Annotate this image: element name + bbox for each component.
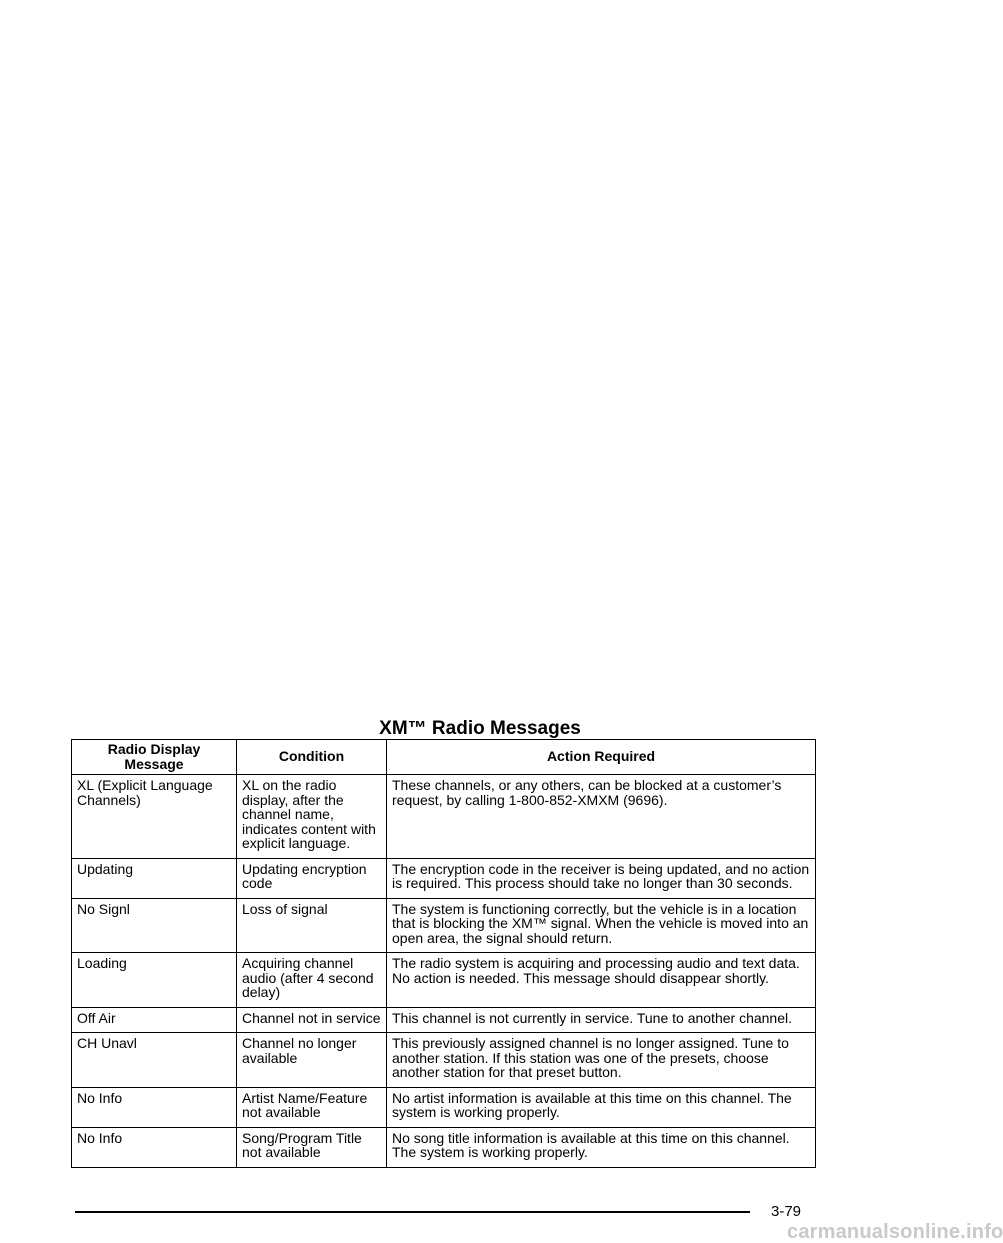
- cell-action: The encryption code in the receiver is being updated, and no action is required. This process should take no longer than 30 seconds.: [387, 858, 816, 898]
- cell-action: This previously assigned channel is no longer assigned. Tune to another station. If this station was one of the presets, choose another station for that preset button.: [387, 1033, 816, 1088]
- cell-action: The system is functioning correctly, but the vehicle is in a location that is blocking the XM™ signal. When the vehicle is moved into an open area, the signal should return.: [387, 898, 816, 953]
- cell-action: No artist information is available at this time on this channel. The system is working properly.: [387, 1087, 816, 1127]
- page-number: 3-79: [771, 1203, 802, 1220]
- footer-rule: [75, 1211, 750, 1213]
- cell-action: The radio system is acquiring and processing audio and text data. No action is needed. This message should disappear shortly.: [387, 953, 816, 1008]
- table-row: [72, 1033, 816, 1088]
- cell-action: These channels, or any others, can be blocked at a customer’s request, by calling 1-800-852-XMXM (9696).: [387, 775, 816, 859]
- cell-message: No Info: [72, 1087, 237, 1127]
- header-action-required: Action Required: [387, 740, 816, 775]
- cell-condition: Artist Name/Feature not available: [237, 1087, 387, 1127]
- cell-action: No song title information is available at this time on this channel. The system is working properly.: [387, 1127, 816, 1167]
- cell-condition: Acquiring channel audio (after 4 second delay): [237, 953, 387, 1008]
- cell-message: CH Unavl: [72, 1033, 237, 1088]
- table-row: [72, 775, 816, 859]
- header-condition: Condition: [237, 740, 387, 775]
- table-row: [72, 953, 816, 1008]
- page-title: XM™ Radio Messages: [379, 718, 581, 739]
- cell-condition: Channel no longer available: [237, 1033, 387, 1088]
- cell-condition: Channel not in service: [237, 1007, 387, 1033]
- table-row: [72, 1087, 816, 1127]
- watermark: carmanualsonline.info: [787, 1221, 1003, 1243]
- cell-message: XL (Explicit Language Channels): [72, 775, 237, 859]
- cell-message: No Signl: [72, 898, 237, 953]
- cell-message: No Info: [72, 1127, 237, 1167]
- cell-message: Loading: [72, 953, 237, 1008]
- header-radio-display-message: Radio Display Message: [72, 740, 237, 775]
- cell-condition: Updating encryption code: [237, 858, 387, 898]
- table-header-row: [72, 740, 816, 775]
- cell-message: Updating: [72, 858, 237, 898]
- radio-messages-table: [71, 739, 816, 1168]
- cell-condition: XL on the radio display, after the channel name, indicates content with explicit language.: [237, 775, 387, 859]
- cell-condition: Loss of signal: [237, 898, 387, 953]
- table-row: [72, 858, 816, 898]
- cell-message: Off Air: [72, 1007, 237, 1033]
- table-row: [72, 898, 816, 953]
- table-row: [72, 1127, 816, 1167]
- cell-condition: Song/Program Title not available: [237, 1127, 387, 1167]
- cell-action: This channel is not currently in service. Tune to another channel.: [387, 1007, 816, 1033]
- table-row: [72, 1007, 816, 1033]
